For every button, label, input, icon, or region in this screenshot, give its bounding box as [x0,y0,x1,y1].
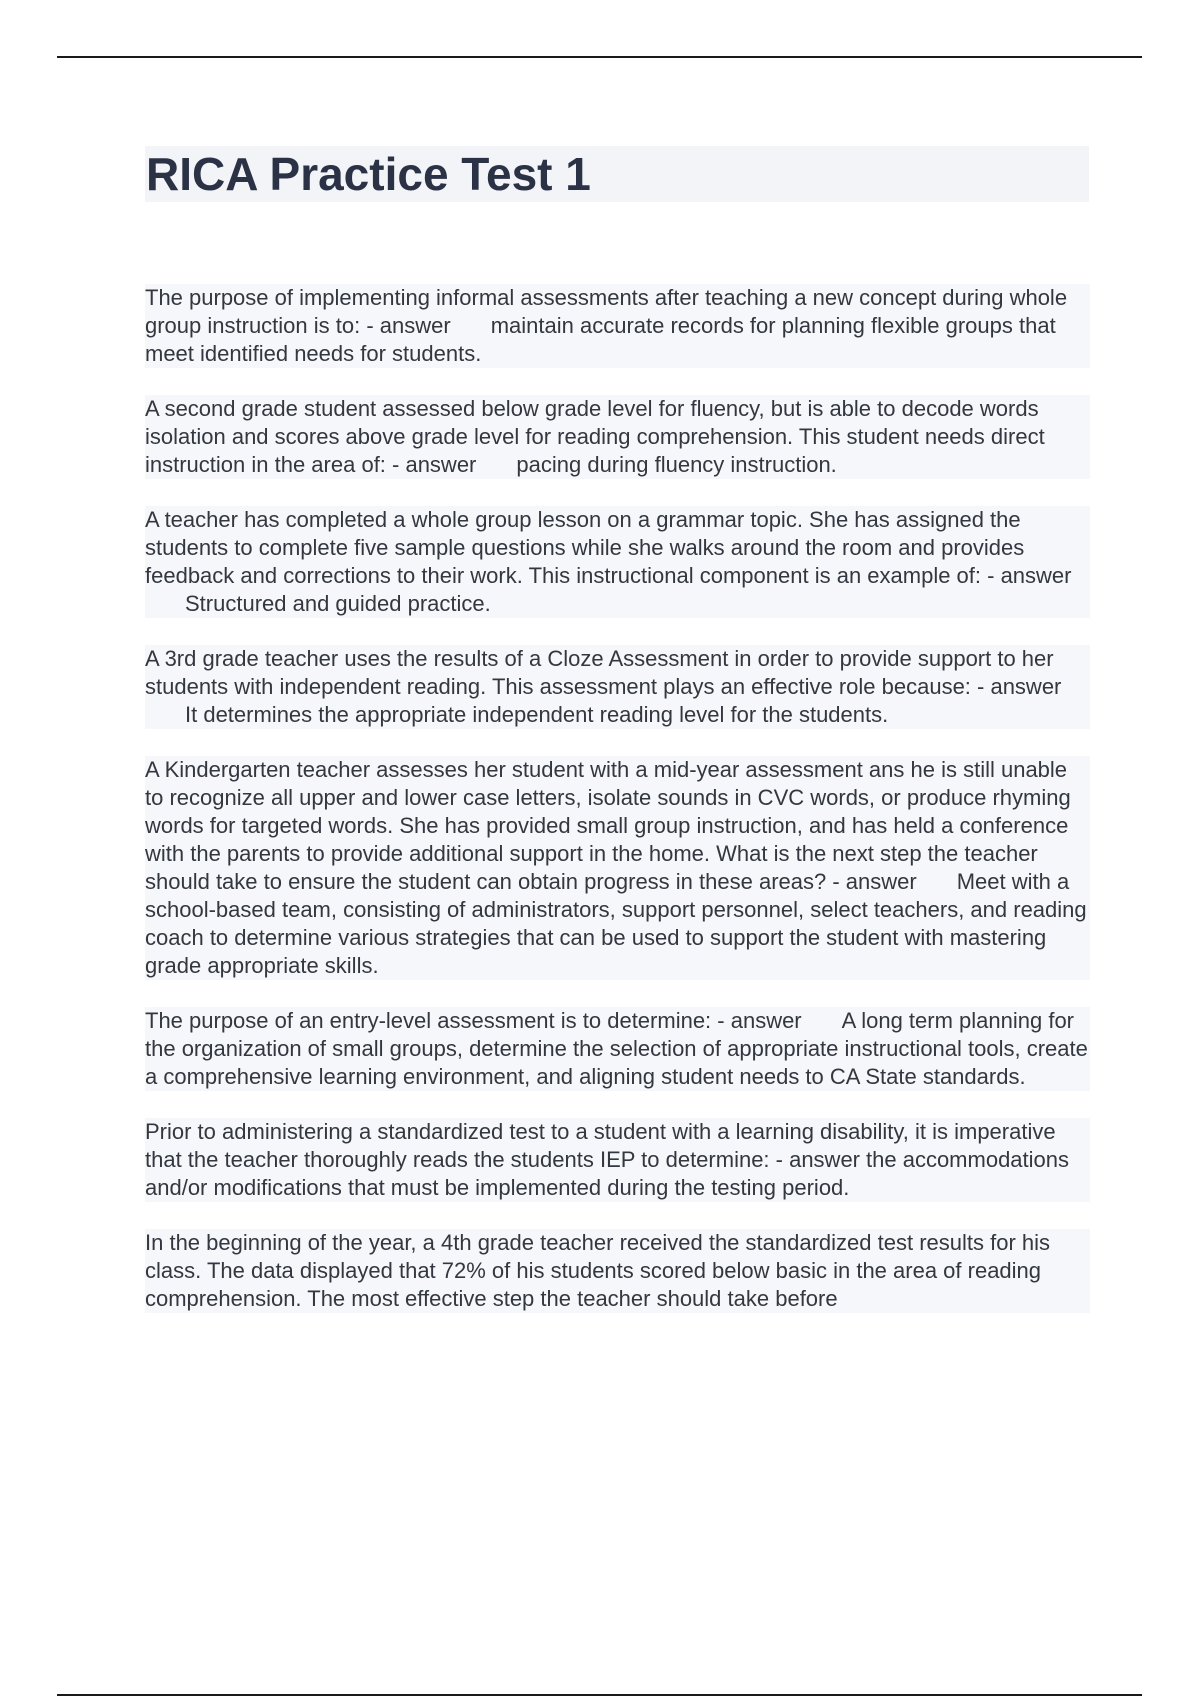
answer-text: Structured and guided practice. [185,591,491,616]
answer-text: It determines the appropriate independent reading level for the students. [185,702,889,727]
footer-rule [57,1694,1142,1696]
qa-item-6 [145,1007,1094,1091]
question-text: A 3rd grade teacher uses the results of a Cloze Assessment in order to provide support to her students with independent reading. This assessment plays an effective role because: - answer [145,646,1062,699]
answer-text: Meet with a school-based team, consisting of administrators, support personnel, select teachers, and reading coach to determine various strategies that can be used to support the student with mastering grade appropriate skills. [145,869,1093,978]
qa-item-2 [145,395,1090,479]
question-text: A Kindergarten teacher assesses her student with a mid-year assessment ans he is still unable to recognize all upper and lower case letters, isolate sounds in CVC words, or produce rhyming words for targeted words. She has provided small group instruction, and has held a conference with the parents to provide additional support in the home. What is the next step the teacher should take to ensure the student can obtain progress in these areas? - answer [145,757,1077,894]
question-text: In the beginning of the year, a 4th grade teacher received the standardized test results for his class. The data displayed that 72% of his students scored below basic in the area of reading comprehension. The most effective step the teacher should take before [145,1230,1057,1311]
answer-text: pacing during fluency instruction. [516,452,837,477]
answer-text: maintain accurate records for planning flexible groups that meet identified needs for students. [145,313,1062,366]
question-text: The purpose of implementing informal assessments after teaching a new concept during whole group instruction is to: - answer [145,285,1074,338]
qa-list [145,284,1094,1340]
qa-item-4 [145,645,1090,729]
header-rule [57,56,1142,58]
answer-text: A long term planning for the organization of small groups, determine the selection of appropriate instructional tools, create a comprehensive learning environment, and aligning student needs to CA State standards. [145,1008,1094,1089]
answer-text: the accommodations and/or modifications that must be implemented during the testing period. [145,1147,1076,1200]
qa-item-1 [145,284,1090,368]
question-text: Prior to administering a standardized test to a student with a learning disability, it is imperative that the teacher thoroughly reads the students IEP to determine: - answer [145,1119,1062,1172]
question-text: A teacher has completed a whole group lesson on a grammar topic. She has assigned the students to complete five sample questions while she walks around the room and provides feedback and corrections to their work. This instructional component is an example of: - answer [145,507,1072,588]
qa-item-3 [145,506,1090,618]
qa-item-7 [145,1118,1090,1202]
qa-item-5 [145,756,1093,980]
qa-item-8 [145,1229,1090,1313]
page-title: RICA Practice Test 1 [146,148,591,200]
question-text: A second grade student assessed below grade level for fluency, but is able to decode words isolation and scores above grade level for reading comprehension. This student needs direct instruction in the area of: - answer [145,396,1051,477]
question-text: The purpose of an entry-level assessment is to determine: - answer [145,1008,802,1033]
